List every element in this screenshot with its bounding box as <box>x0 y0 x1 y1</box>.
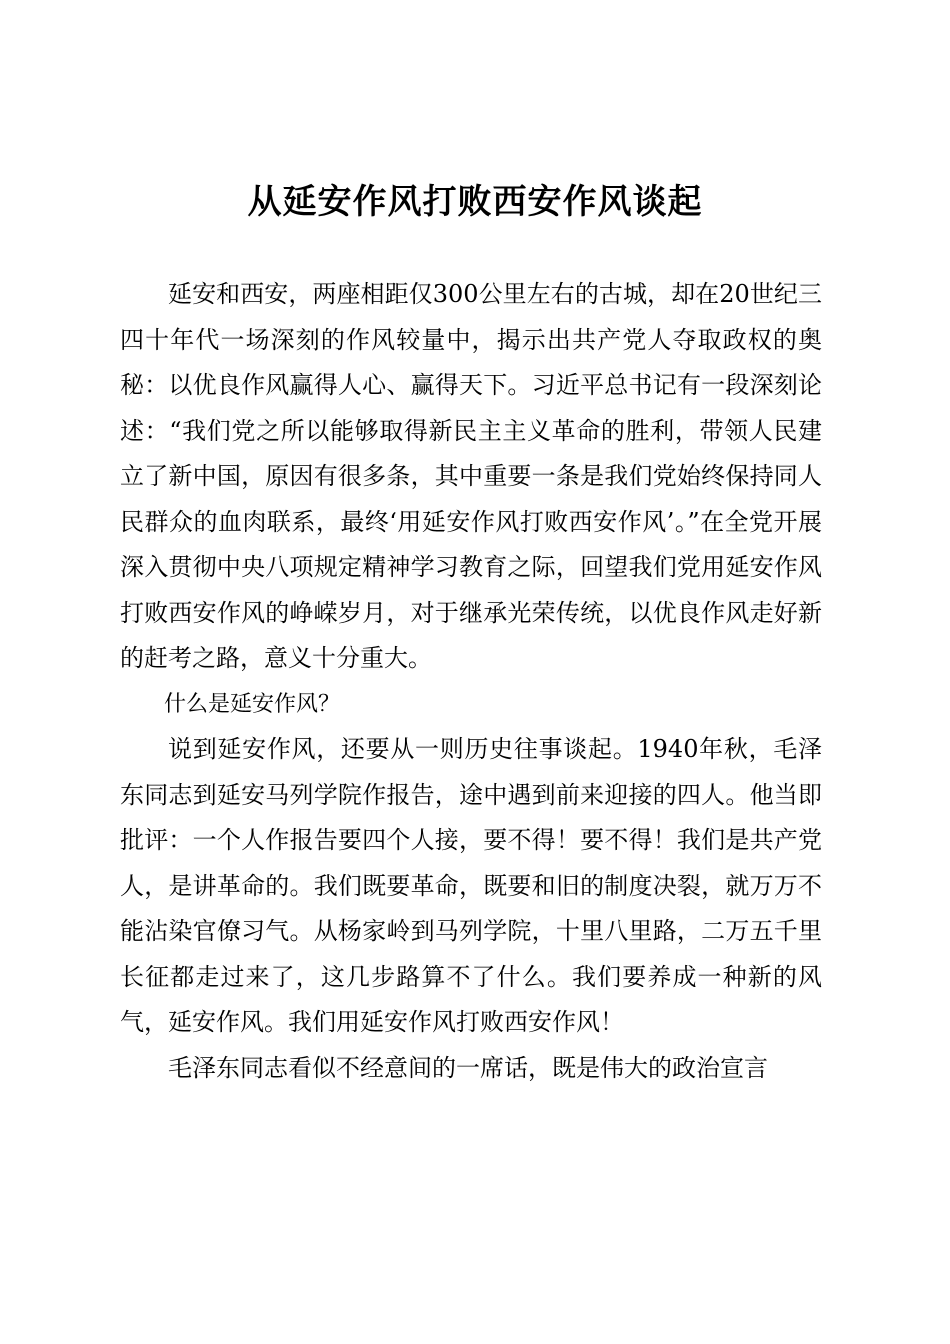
paragraph-continuation: 毛泽东同志看似不经意间的一席话，既是伟大的政治宣言 <box>168 1053 768 1082</box>
document-body <box>120 272 822 1091</box>
document-title: 从延安作风打败西安作风谈起 <box>247 182 703 222</box>
paragraph-history: 说到延安作风，还要从一则历史往事谈起。1940年秋，毛泽东同志到延安马列学院作报告，途中遇到前来迎接的四人。他当即批评：一个人作报告要四个人接，要不得！要不得！我们是共产党人，是讲革命的。我们既要革命，既要和旧的制度决裂，就万万不能沾染官僚习气。从杨家岭到马列学院，十里八里路，二万五千里长征都走过来了，这几步路算不了什么。我们要养成一种新的风气，延安作风。我们用延安作风打败西安作风！ <box>120 735 822 1036</box>
paragraph-intro: 延安和西安，两座相距仅300公里左右的古城，却在20世纪三四十年代一场深刻的作风较量中，揭示出共产党人夺取政权的奥秘：以优良作风赢得人心、赢得天下。习近平总书记有一段深刻论述：“我们党之所以能够取得新民主主义革命的胜利，带领人民建立了新中国，原因有很多条，其中重要一条是我们党始终保持同人民群众的血肉联系，最终‘用延安作风打败西安作风’。”在全党开展深入贯彻中央八项规定精神学习教育之际，回望我们党用延安作风打败西安作风的峥嵘岁月，对于继承光荣传统，以优良作风走好新的赶考之路，意义十分重大。 <box>120 280 822 672</box>
section-heading: 什么是延安作风？ <box>164 691 341 717</box>
